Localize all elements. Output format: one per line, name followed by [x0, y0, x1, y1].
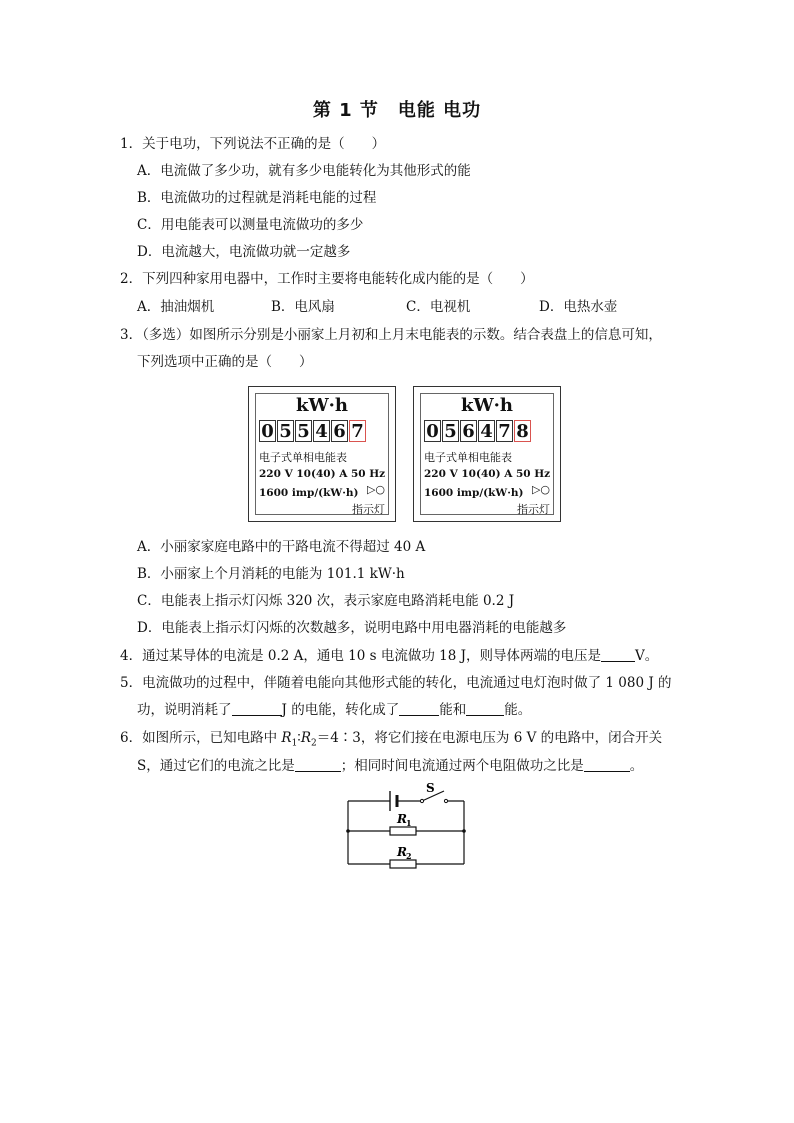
- q2-option-a: A．抽油烟机: [137, 299, 215, 315]
- q2-options: [137, 297, 617, 317]
- q6-text-b: ＝4∶3，将它们接在电源电压为 6 V 的电路中，闭合开关: [316, 730, 663, 746]
- q3-option-b: B．小丽家上个月消耗的电能为 101.1 kW·h: [137, 566, 405, 582]
- q2-option-b: B．电风扇: [271, 299, 335, 315]
- meter-digit: 0: [259, 420, 276, 442]
- q1-option-b: B．电流做功的过程就是消耗电能的过程: [137, 190, 377, 206]
- meter-digit: 6: [460, 420, 477, 442]
- r1-subscript: 1: [291, 738, 298, 749]
- page-title: 第 1 节 电能 电功: [312, 100, 482, 121]
- q5-answer-blank-3[interactable]: [466, 701, 504, 716]
- meter-digits: [259, 420, 367, 442]
- q2-stem: 2．下列四种家用电器中，工作时主要将电能转化成内能的是（ ）: [120, 271, 534, 287]
- q3-option-a: A．小丽家家庭电路中的干路电流不得超过 40 A: [137, 539, 426, 555]
- q3-option-d: D．电能表上指示灯闪烁的次数越多，说明电路中用电器消耗的电能越多: [137, 620, 567, 636]
- q4-text-a: 4．通过某导体的电流是 0.2 A，通电 10 s 电流做功 18 J，则导体两端的电压是: [120, 648, 602, 664]
- q5-answer-blank-1[interactable]: [232, 701, 282, 716]
- q4-text: [120, 646, 658, 666]
- meter-spec: 220 V 10(40) A 50 Hz: [259, 468, 386, 480]
- resistor-r2: [390, 860, 416, 868]
- meter-unit: kW·h: [295, 395, 349, 416]
- q1-option-a: A．电流做了多少功，就有多少电能转化为其他形式的能: [137, 163, 471, 179]
- junction-dot: [346, 829, 350, 833]
- meter-digit: 0: [424, 420, 441, 442]
- r1-label: R: [397, 812, 407, 826]
- q6-text-c: S，通过它们的电流之比是: [137, 758, 295, 774]
- q3-option-c: C．电能表上指示灯闪烁 320 次，表示家庭电路消耗电能 0.2 J: [137, 593, 515, 609]
- r2-symbol: R: [300, 730, 311, 746]
- q4-text-b: V。: [635, 648, 659, 664]
- q5-line2: [137, 700, 531, 720]
- q6-answer-blank-1[interactable]: [295, 757, 341, 772]
- q5-text-c: 能和: [439, 702, 467, 718]
- q6-line1: [120, 728, 662, 754]
- q5-text-a: 功，说明消耗了: [137, 702, 232, 718]
- meter-digit: 5: [295, 420, 312, 442]
- indicator-icon: ▷○: [531, 483, 550, 496]
- q5-text-b: J 的电能，转化成了: [281, 702, 400, 718]
- r2-subscript: 2: [310, 738, 317, 749]
- q6-text-a: 6．如图所示，已知电路中: [120, 730, 282, 746]
- switch-label: S: [426, 782, 435, 795]
- q1-stem: 1．关于电功，下列说法不正确的是（ ）: [120, 136, 386, 152]
- meter-digits: [424, 420, 532, 442]
- indicator-icon: ▷○: [366, 483, 385, 496]
- q6-line2: [137, 756, 643, 776]
- r2-label-sub: 2: [406, 851, 412, 861]
- q1-option-c: C．用电能表可以测量电流做功的多少: [137, 217, 364, 233]
- electric-meter-start: [248, 386, 396, 522]
- resistor-r1: [390, 827, 416, 835]
- meter-name: 电子式单相电能表: [259, 451, 347, 464]
- meter-digit: 4: [478, 420, 495, 442]
- q6-text-e: 。: [629, 758, 644, 774]
- indicator-label: 指示灯: [517, 503, 550, 516]
- ratio-colon: ∶: [297, 730, 301, 746]
- meter-imp: 1600 imp/(kW·h): [259, 487, 359, 499]
- q6-text-d: ；相同时间电流通过两个电阻做功之比是: [340, 758, 584, 774]
- q5-text-d: 能。: [504, 702, 532, 718]
- meter-unit: kW·h: [460, 395, 514, 416]
- electric-meter-end: [413, 386, 561, 522]
- circuit-diagram: [340, 782, 470, 872]
- q6-answer-blank-2[interactable]: [584, 757, 630, 772]
- meter-decimal-digit: 8: [514, 420, 531, 442]
- q5-line1: 5．电流做功的过程中，伴随着电能向其他形式能的转化，电流通过电灯泡时做了 1 080 J 的: [120, 675, 672, 691]
- meter-digit: 5: [277, 420, 294, 442]
- q2-option-c: C．电视机: [406, 299, 471, 315]
- r2-label: R: [397, 845, 407, 859]
- q4-answer-blank[interactable]: [601, 647, 635, 662]
- r1-label-sub: 1: [406, 818, 412, 828]
- q1-option-d: D．电流越大，电流做功就一定越多: [137, 244, 351, 260]
- indicator-label: 指示灯: [352, 503, 385, 516]
- meter-spec: 220 V 10(40) A 50 Hz: [424, 468, 551, 480]
- switch-contact: [420, 799, 423, 802]
- meter-digit: 5: [442, 420, 459, 442]
- junction-dot: [462, 829, 466, 833]
- q5-answer-blank-2[interactable]: [399, 701, 439, 716]
- meter-digit: 6: [331, 420, 348, 442]
- meter-digit: 7: [496, 420, 513, 442]
- switch-contact: [444, 799, 447, 802]
- meter-imp: 1600 imp/(kW·h): [424, 487, 524, 499]
- q2-option-d: D．电热水壶: [539, 299, 618, 315]
- q3-stem-line1: 3．（多选）如图所示分别是小丽家上月初和上月末电能表的示数。结合表盘上的信息可知，: [120, 327, 662, 343]
- meter-decimal-digit: 7: [349, 420, 366, 442]
- q3-stem-line2: 下列选项中正确的是（ ）: [137, 354, 313, 370]
- meter-digit: 4: [313, 420, 330, 442]
- meter-name: 电子式单相电能表: [424, 451, 512, 464]
- r1-symbol: R: [281, 730, 292, 746]
